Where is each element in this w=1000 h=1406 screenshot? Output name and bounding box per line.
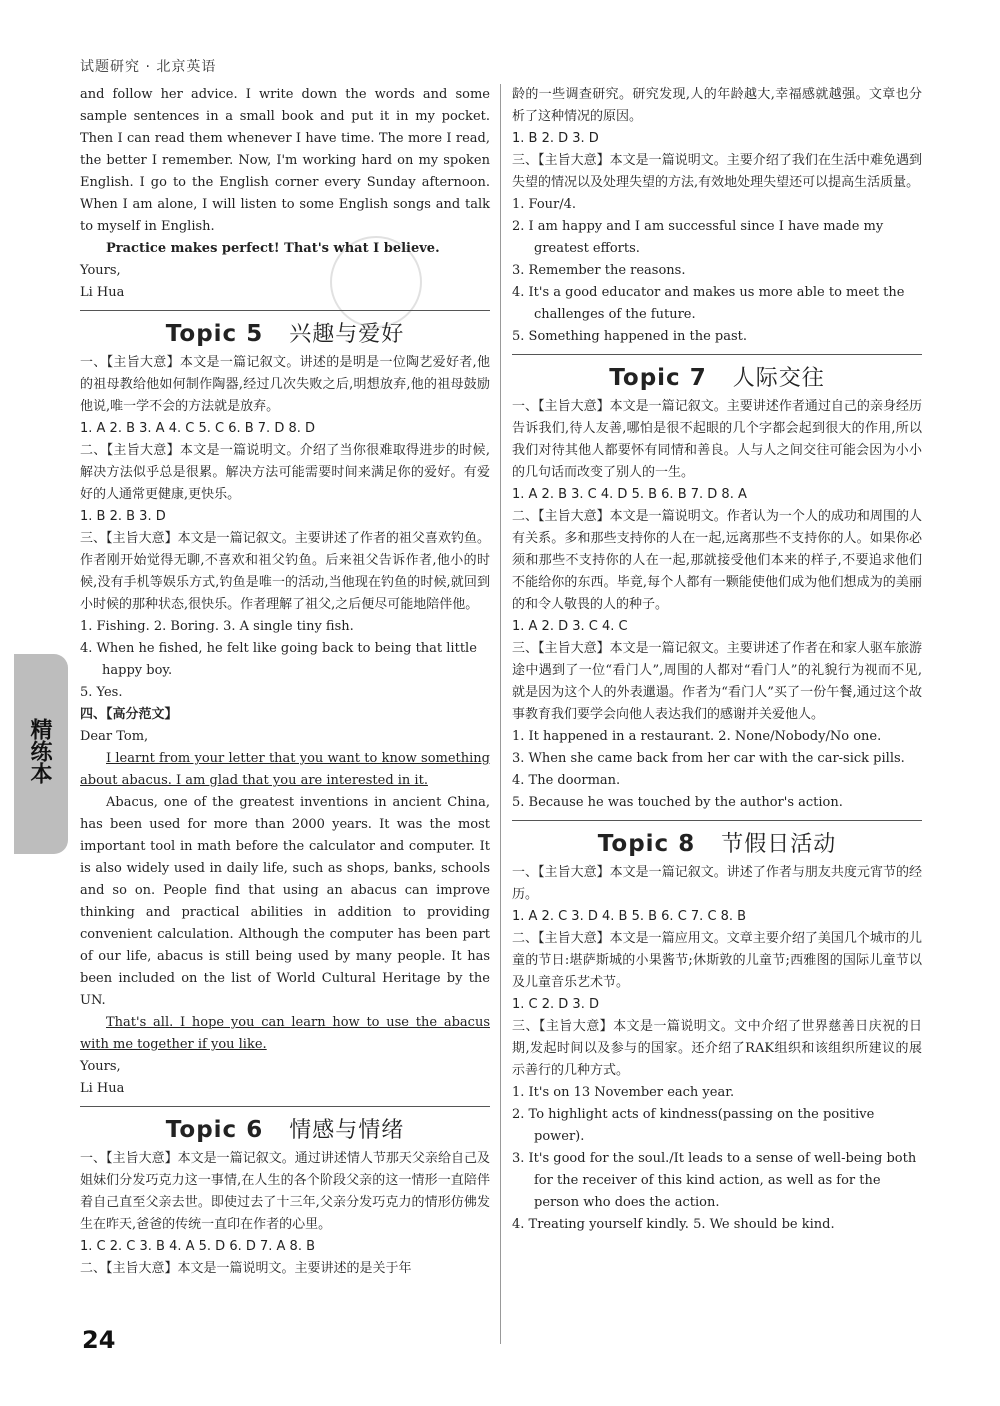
topic-7-title-cn: 人际交往 (732, 366, 825, 391)
right-column (512, 84, 922, 1236)
topic-5-answer-line: 4. When he fished, he felt like going back to being that little happy boy. (80, 641, 477, 678)
side-tab (14, 654, 68, 854)
topic-8-summary-1: 一、【主旨大意】本文是一篇记叙文。讲述了作者与朋友共度元宵节的经历。 (512, 865, 922, 902)
topic-5-answers-1: 1. A 2. B 3. A 4. C 5. C 6. B 7. D 8. D (80, 421, 316, 436)
continued-answers: 1. B 2. D 3. D (512, 131, 599, 146)
section-rule (512, 820, 922, 821)
letter-signature: Li Hua (80, 285, 125, 300)
page-number: 24 (82, 1326, 116, 1354)
topic-6-summary-1: 一、【主旨大意】本文是一篇记叙文。通过讲述情人节那天父亲给自己及姐妹们分发巧克力这一事情,在人生的各个阶段父亲的这一情形一直陪伴着自己直至父亲去世。即使过去了十三年,父亲分发巧克力的情形仿佛发生在昨天,爸爸的传统一直印在作者的心里。 (80, 1151, 490, 1232)
topic-8-answers-1: 1. A 2. C 3. D 4. B 5. B 6. C 7. C 8. B (512, 909, 747, 924)
topic-8-answer-line: 3. It's good for the soul./It leads to a sense of well-being both for the receiver of this kind action, as well as for the person who does the action. (512, 1151, 917, 1210)
topic-5-summary-3: 三、【主旨大意】本文是一篇记叙文。主要讲述了作者的祖父喜欢钓鱼。作者刚开始觉得无聊,不喜欢和祖父钓鱼。后来祖父告诉作者,他小的时候,没有手机等娱乐方式,钓鱼是唯一的活动,当他现在钓鱼的时候,就回到小时候的那种状态,很快乐。作者理解了祖父,之后便尽可能地陪伴他。 (80, 531, 490, 612)
section-rule (80, 1106, 490, 1107)
essay-greeting: Dear Tom, (80, 729, 149, 744)
topic-7-heading (512, 361, 922, 392)
essay-paragraph: That's all. I hope you can learn how to use the abacus with me together if you like. (80, 1015, 490, 1052)
topic-5-summary-2: 二、【主旨大意】本文是一篇说明文。介绍了当你很难取得进步的时候,解决方法似乎总是很累。解决方法可能需要时间来满足你的爱好。有爱好的人通常更健康,更快乐。 (80, 443, 490, 502)
topic-8-summary-3: 三、【主旨大意】本文是一篇说明文。文中介绍了世界慈善日庆祝的日期,发起时间以及参与的国家。还介绍了RAK组织和该组织所建议的展示善行的几种方式。 (512, 1019, 922, 1078)
topic-7-answers-1: 1. A 2. B 3. C 4. D 5. B 6. B 7. D 8. A (512, 487, 747, 502)
topic-8-answers-2: 1. C 2. D 3. D (512, 997, 599, 1012)
topic-7-answer-line: 4. The doorman. (512, 773, 621, 788)
essay-signature: Li Hua (80, 1081, 125, 1096)
letter-body: and follow her advice. I write down the words and some sample sentences in a small book and put it in my pocket. Then I can read them whenever I have time. The more I read, the better I remember. Now, I'm working hard on my spoken English. I go to the English corner every Sunday afternoon. When I am alone, I will listen to some English songs and talk to myself in English. (80, 87, 490, 234)
continued-answer-line: 4. It's a good educator and makes us more able to meet the challenges of the future. (512, 285, 905, 322)
topic-8-answer-line: 1. It's on 13 November each year. (512, 1085, 735, 1100)
essay-sign-off: Yours, (80, 1059, 121, 1074)
topic-8-title: Topic 8 (597, 831, 696, 857)
continued-answer-line: 5. Something happened in the past. (512, 329, 748, 344)
topic-5-summary-1: 一、【主旨大意】本文是一篇记叙文。讲述的是明是一位陶艺爱好者,他的祖母教给他如何制作陶器,经过几次失败之后,明想放弃,他的祖母鼓励他说,唯一学不会的方法就是放弃。 (80, 355, 490, 414)
essay-paragraph: I learnt from your letter that you want to know something about abacus. I am glad that you are interested in it. (80, 751, 490, 788)
topic-7-summary-1: 一、【主旨大意】本文是一篇记叙文。主要讲述作者通过自己的亲身经历告诉我们,待人友善,哪怕是很不起眼的几个字都会起到很大的作用,所以我们对待其他人都要怀有同情和善良。人与人之间交往可能会因为小小的几句话而改变了别人的一生。 (512, 399, 922, 480)
side-tab-label: 精练本 (27, 718, 52, 784)
section-rule (80, 310, 490, 311)
section-rule (512, 354, 922, 355)
topic-8-answer-line: 4. Treating yourself kindly. 5. We should be kind. (512, 1217, 835, 1232)
continued-answer-line: 2. I am happy and I am successful since I have made my greatest efforts. (512, 219, 884, 256)
topic-8-answer-line: 2. To highlight acts of kindness(passing on the positive power). (512, 1107, 875, 1144)
topic-5-title: Topic 5 (165, 321, 264, 347)
topic-5-heading (80, 317, 490, 348)
topic-6-heading (80, 1113, 490, 1144)
topic-6-title: Topic 6 (165, 1117, 264, 1143)
letter-closing-line: Practice makes perfect! That's what I believe. (106, 241, 440, 256)
topic-6-summary-2: 二、【主旨大意】本文是一篇说明文。主要讲述的是关于年 (80, 1261, 412, 1276)
topic-6-answers-1: 1. C 2. C 3. B 4. A 5. D 6. D 7. A 8. B (80, 1239, 316, 1254)
continued-answer-line: 1. Four/4. (512, 197, 577, 212)
topic-5-essay-heading: 四、【高分范文】 (80, 707, 178, 722)
running-header: 试题研究 · 北京英语 (80, 59, 217, 75)
continued-summary: 龄的一些调查研究。研究发现,人的年龄越大,幸福感就越强。文章也分析了这种情况的原因。 (512, 87, 922, 124)
topic-5-title-cn: 兴趣与爱好 (289, 322, 405, 347)
topic-8-summary-2: 二、【主旨大意】本文是一篇应用文。文章主要介绍了美国几个城市的儿童的节日:堪萨斯城的小果酱节;休斯敦的儿童节;西雅图的国际儿童节以及儿童音乐艺术节。 (512, 931, 922, 990)
continued-answer-line: 3. Remember the reasons. (512, 263, 686, 278)
column-divider (500, 84, 501, 1344)
topic-7-answer-line: 5. Because he was touched by the author's action. (512, 795, 843, 810)
topic-5-answer-line: 1. Fishing. 2. Boring. 3. A single tiny fish. (80, 619, 354, 634)
topic-8-title-cn: 节假日活动 (721, 832, 837, 857)
topic-7-summary-3: 三、【主旨大意】本文是一篇记叙文。主要讲述了作者在和家人驱车旅游途中遇到了一位“看门人”,周围的人都对“看门人”的礼貌行为视而不见,就是因为这个人的外表邋遢。作者为“看门人”买了一份午餐,通过这个故事教育我们要学会向他人表达我们的感谢并关爱他人。 (512, 641, 922, 722)
topic-8-heading (512, 827, 922, 858)
topic-5-answer-line: 5. Yes. (80, 685, 123, 700)
essay-paragraph: Abacus, one of the greatest inventions in ancient China, has been used for more than 2000 years. It was the most important tool in math before the calculator and computer. It is also widely used in daily life, such as shops, banks, schools and so on. People find that using an abacus can improve thinking and practical abilities in addition to providing convenient calculation. Although the computer has been part of our life, abacus is still being used by many people. It has been included on the list of World Cultural Heritage by the UN. (80, 795, 490, 1008)
topic-5-answers-2: 1. B 2. B 3. D (80, 509, 166, 524)
topic-7-summary-2: 二、【主旨大意】本文是一篇说明文。作者认为一个人的成功和周围的人有关系。多和那些支持你的人在一起,远离那些不支持你的人。如果你必须和那些不支持你的人在一起,那就接受他们本来的样子,不要追求他们不能给你的东西。毕竟,每个人都有一颗能使他们成为他们想成为的美丽的和令人敬畏的人的种子。 (512, 509, 922, 612)
letter-sign-off: Yours, (80, 263, 121, 278)
topic-7-answer-line: 1. It happened in a restaurant. 2. None/Nobody/No one. (512, 729, 882, 744)
topic-7-answers-2: 1. A 2. D 3. C 4. C (512, 619, 628, 634)
topic-7-answer-line: 3. When she came back from her car with the car-sick pills. (512, 751, 905, 766)
topic-7-title: Topic 7 (609, 365, 707, 391)
continued-summary-3: 三、【主旨大意】本文是一篇说明文。主要介绍了我们在生活中难免遇到失望的情况以及处理失望的方法,有效地处理失望还可以提高生活质量。 (512, 153, 922, 190)
topic-6-title-cn: 情感与情绪 (289, 1118, 405, 1143)
left-column (80, 84, 490, 1280)
